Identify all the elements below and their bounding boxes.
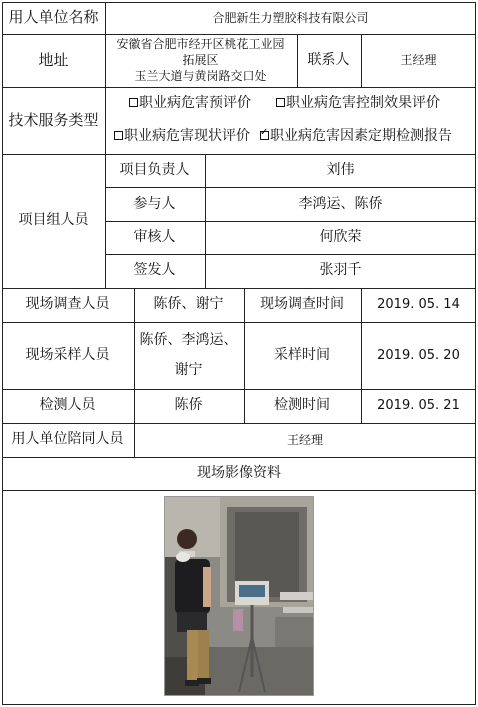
escort-value: 王经理: [286, 432, 323, 447]
checkbox-icon: [276, 98, 285, 107]
survey-time-label: 现场调查时间: [260, 296, 344, 312]
service-option-text: 职业病危害现状评价: [124, 128, 250, 144]
testing-time-label: 检测时间: [274, 397, 330, 413]
service-label: 技术服务类型: [8, 110, 99, 129]
photos-label: 现场影像资料: [197, 464, 281, 481]
sampling-people-line: 陈侨、李鸿运、: [139, 332, 238, 348]
address-line: 玉兰大道与黄岗路交口处: [134, 69, 267, 83]
team-role: 参与人: [133, 195, 176, 212]
team-name: 刘伟: [326, 162, 355, 178]
service-option-text: 职业病危害因素定期检测报告: [270, 128, 452, 144]
address-label: 地址: [38, 50, 69, 69]
service-option-text: 职业病危害控制效果评价: [286, 95, 440, 111]
testing-people: 陈侨: [174, 397, 203, 413]
team-role: 审核人: [133, 229, 176, 245]
team-role: 项目负责人: [119, 162, 190, 178]
survey-time: 2019. 05. 14: [377, 297, 460, 312]
service-option[interactable]: [129, 92, 251, 112]
service-option[interactable]: [276, 92, 440, 112]
sampling-label: 现场采样人员: [25, 346, 110, 363]
checkbox-icon: [114, 131, 123, 140]
sampling-people-line: 谢宁: [174, 362, 203, 378]
company-label: 用人单位名称: [8, 8, 99, 26]
service-option[interactable]: [260, 125, 452, 145]
sampling-time: 2019. 05. 20: [377, 347, 460, 363]
team-name: 张羽千: [319, 262, 362, 278]
address-line: 安徽省合肥市经开区桃花工业园: [116, 37, 285, 51]
team-name: 李鸿运、陈侨: [298, 195, 383, 212]
testing-time: 2019. 05. 21: [377, 398, 460, 413]
address-value: [105, 34, 296, 86]
address-line: 拓展区: [182, 53, 219, 67]
team-label: 项目组人员: [18, 212, 89, 228]
checked-checkbox-icon: [260, 131, 269, 140]
site-photo: [164, 496, 314, 696]
company-name: 合肥新生力塑胶科技有限公司: [212, 10, 369, 25]
survey-label: 现场调查人员: [25, 296, 110, 312]
checkbox-icon: [129, 98, 138, 107]
team-name: 何欣荣: [319, 229, 362, 245]
sampling-time-label: 采样时间: [274, 346, 330, 363]
testing-label: 检测人员: [39, 397, 96, 413]
sampling-people: [134, 322, 243, 388]
contact-value: 王经理: [400, 53, 437, 67]
team-role: 签发人: [133, 262, 176, 278]
survey-people: 陈侨、谢宁: [153, 296, 224, 312]
escort-label: 用人单位陪同人员: [11, 431, 124, 447]
service-option-text: 职业病危害预评价: [139, 95, 251, 111]
service-option[interactable]: [114, 125, 250, 145]
contact-label: 联系人: [307, 51, 350, 68]
